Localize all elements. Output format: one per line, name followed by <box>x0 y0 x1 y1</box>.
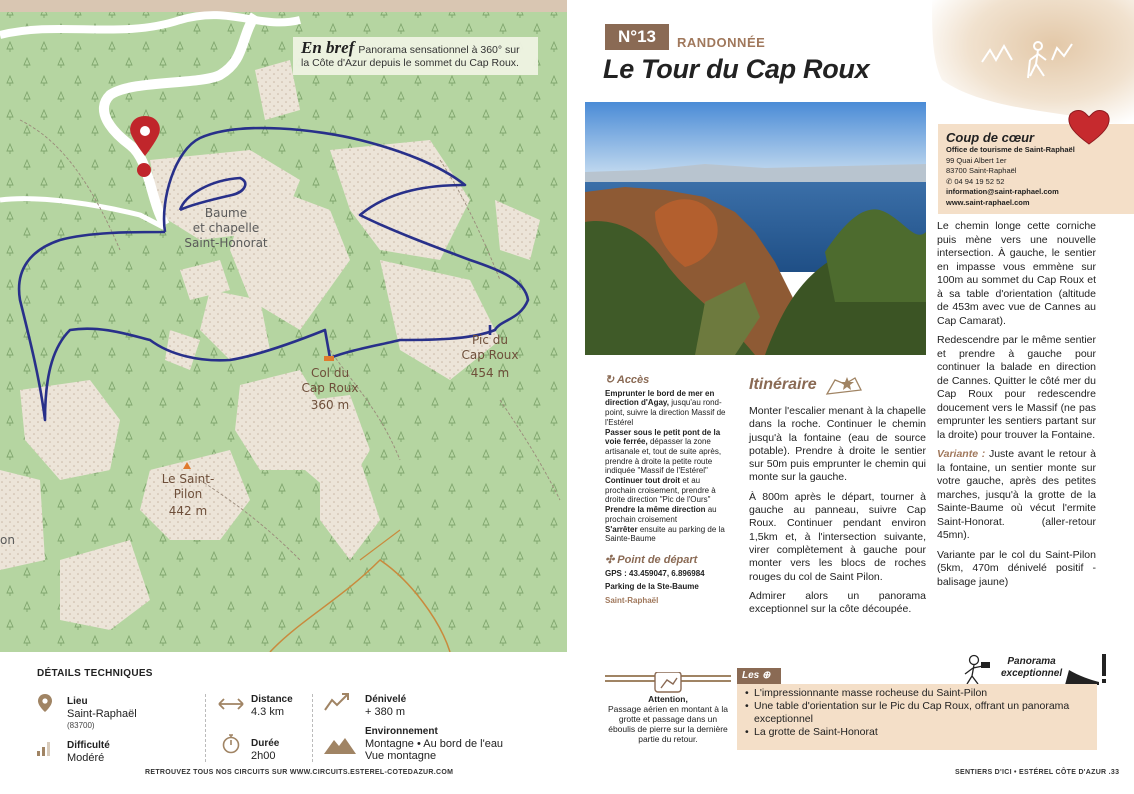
category-label: RANDONNÉE <box>677 35 766 50</box>
environnement-value2: Vue montagne <box>365 750 437 762</box>
acces-step3: et au prochain croisement, prendre à droite direction "Pic de l'Ours" <box>605 476 716 505</box>
les-plus-list <box>737 684 1097 750</box>
trail-map[interactable] <box>0 0 567 652</box>
map-canvas <box>0 0 567 652</box>
denivele-value: + 380 m <box>365 706 406 718</box>
stopwatch-icon <box>222 734 240 754</box>
distance-label: Distance <box>251 694 293 705</box>
itineraire-heading <box>749 374 863 396</box>
denivele-label: Dénivelé <box>365 694 407 705</box>
coeur-web[interactable]: www.saint-raphael.com <box>946 197 1030 207</box>
page-number: .33 <box>1108 769 1120 776</box>
acces-step4-bold: Prendre la même direction <box>605 505 706 515</box>
access-column <box>605 376 733 606</box>
warning-hiker-icon <box>605 672 731 694</box>
plus-circle-icon: ⊕ <box>762 670 771 681</box>
coeur-address1: 99 Quai Albert 1er <box>946 155 1007 165</box>
coeur-phone-row <box>946 177 1126 188</box>
distance-value: 4.3 km <box>251 706 285 718</box>
description-p3 <box>937 448 1096 543</box>
les-plus-item: • L'impressionnante masse rocheuse du Saint-Pilon <box>745 687 1089 700</box>
mountains-icon <box>324 736 356 754</box>
coeur-phone: 04 94 19 52 52 <box>954 176 1005 186</box>
acces-step3-bold: Continuer tout droit <box>605 476 681 486</box>
warning-box <box>605 694 731 744</box>
warning-title: Attention, <box>648 694 688 704</box>
environnement-value: Montagne • Au bord de l'eau <box>365 738 504 750</box>
itineraire-p2: À 800m après le départ, tourner à gauche au panneau, suivre Cap Roux. Continuer pendant environ 1,5km et, à l'intersection suivante, virer complètement à gauche pour monter vers les blocs de roches rouges du col de Saint Pilon. <box>749 490 926 583</box>
footer-website: RETROUVEZ TOUS NOS CIRCUITS SUR WWW.CIRCUITS.ESTEREL-COTEDAZUR.COM <box>145 769 454 776</box>
label-col-name: Col du Cap Roux <box>301 366 359 395</box>
tech-duree <box>251 738 279 762</box>
tech-denivele <box>365 694 406 718</box>
depart-heading <box>605 553 733 566</box>
pilon-peak-icon <box>183 462 191 469</box>
itineraire-p3: Admirer alors un panorama exceptionnel sur la côte découpée. <box>749 589 926 616</box>
variante-text: Juste avant le retour à la fontaine, un sentier monte sur votre gauche, après des petites marches, jusqu'à la grotte de la Sainte-Baume où vécut l'ermite Saint-Honorat. (aller-retour 45mn). <box>937 448 1096 541</box>
acces-step5-bold: S'arrêter <box>605 524 638 534</box>
coeur-email[interactable]: information@saint-raphael.com <box>946 187 1059 196</box>
tech-title: DÉTAILS TECHNIQUES <box>37 668 153 679</box>
acces-step2: dépasser la zone artisanale et, tout de suite après, prendre à droite la petite route indiquée "Massif de l'Estérel" <box>605 437 722 476</box>
divider <box>205 694 206 762</box>
lieu-sub: (83700) <box>67 721 95 730</box>
duree-value: 2h00 <box>251 750 276 762</box>
label-pic-alt: 454 m <box>470 366 510 380</box>
coeur-org: Office de tourisme de Saint-Raphaël <box>946 145 1075 154</box>
compass-icon: ✣ <box>605 553 618 566</box>
right-page <box>567 0 1134 794</box>
acces-step1-bold: Emprunter le bord de mer en direction d'Agay, <box>605 388 715 408</box>
acces-step2-bold: Passer sous le petit pont de la voie ferrée, <box>605 427 721 447</box>
en-bref-tag: En bref <box>301 38 355 57</box>
label-pilon-name: Le Saint- Pilon <box>161 472 215 501</box>
label-baume: Baume et chapelle Saint-Honorat <box>184 206 268 250</box>
depart-parking: Parking de la Ste-Baume <box>605 582 699 592</box>
landscape-photo <box>585 102 926 355</box>
tech-environnement <box>365 726 503 762</box>
footer-magazine-text: SENTIERS D'ICI • ESTÉREL CÔTE D'AZUR <box>955 769 1107 776</box>
tech-difficulte <box>67 740 110 764</box>
heart-icon <box>1067 108 1111 146</box>
variante-label: Variante : <box>937 448 986 460</box>
panorama-label: Panorama exceptionnel <box>1001 656 1063 679</box>
lieu-value: Saint-Raphaël <box>67 708 137 720</box>
difficulte-value: Modéré <box>67 752 105 764</box>
difficulty-bars-icon <box>37 742 53 756</box>
description-p2: Redescendre par le même sentier et prendre à gauche pour continuer la balade en direction de Cannes. Quitter le côté mer du Cap Roux pour redescendre doucement vers le Massif (ne pas emprunter les sentiers partant sur la droite) pour trouver la Fontaine. <box>937 334 1096 441</box>
label-pic-name: Pic du Cap Roux <box>461 333 519 362</box>
acces-step1: jusqu'au rond-point, suivre la direction Massif de l'Estérel <box>605 398 726 427</box>
description-column <box>937 220 1096 595</box>
environnement-label: Environnement <box>365 726 438 737</box>
coeur-address2: 83700 Saint-Raphaël <box>946 166 1017 175</box>
duree-label: Durée <box>251 738 280 749</box>
depart-city: Saint-Raphaël <box>605 596 659 606</box>
tech-distance <box>251 694 293 718</box>
acces-heading <box>605 376 733 386</box>
itineraire-text <box>749 405 926 622</box>
access-icon: ↻ <box>605 374 617 386</box>
les-plus-item: • Une table d'orientation sur le Pic du Cap Roux, offrant un panorama exceptionnel <box>745 700 1089 726</box>
map-icon <box>825 374 863 396</box>
itineraire-title: Itinéraire <box>749 376 817 394</box>
description-p4: Variante par le col du Saint-Pilon (5km, 470m dénivelé positif - balisage jaune) <box>937 548 1096 588</box>
difficulte-label: Difficulté <box>67 740 110 751</box>
description-p1: Le chemin longe cette corniche puis mène vers une nouvelle intersection. À gauche, le sentier en impasse vous emmène sur 100m au sommet du Cap Roux et à sa table d'orientation (altitude de 453m avec vue de Cannes au Cap Camarat). <box>937 220 1096 327</box>
les-plus-label: Les <box>742 670 760 681</box>
les-plus-item: • La grotte de Saint-Honorat <box>745 726 1089 739</box>
depart-title: Point de départ <box>617 553 698 566</box>
en-bref-box <box>293 37 538 75</box>
label-col-alt: 360 m <box>310 398 350 412</box>
divider <box>312 694 313 762</box>
label-edge: on <box>0 533 15 547</box>
les-plus-badge <box>737 668 781 684</box>
route-number-badge: N°13 <box>605 24 669 50</box>
lieu-label: Lieu <box>67 696 88 707</box>
acces-step4: au prochain croisement <box>605 505 717 524</box>
itineraire-p1: Monter l'escalier menant à la chapelle dans la roche. Continuer le chemin jusqu'à la fontaine (eau de source potable). Prendre à droite le sentier sur 50m puis emprunter le chemin qui monte sur la gauche. <box>749 405 926 484</box>
footer-magazine <box>955 769 1119 776</box>
distance-arrows-icon <box>218 698 244 710</box>
depart-gps: GPS : 43.459047, 6.896984 <box>605 568 705 578</box>
en-bref-text: Panorama sensationnel à 360° sur la Côte d'Azur depuis le sommet du Cap Roux. <box>301 44 520 69</box>
acces-title: Accès <box>616 374 650 386</box>
acces-step5: ensuite au parking de la Sainte-Baume <box>605 524 725 544</box>
warning-text: Passage aérien en montant à la grotte et passage dans un éboulis de pierre sur la dernière partie du retour. <box>607 704 729 744</box>
tech-lieu <box>67 696 137 732</box>
page-title: Le Tour du Cap Roux <box>603 54 870 84</box>
location-pin-icon <box>38 694 52 712</box>
label-pilon-alt: 442 m <box>168 504 208 518</box>
elevation-zigzag-icon <box>324 692 350 712</box>
coeur-title: Coup de cœur <box>946 130 1035 145</box>
phone-icon: ✆ <box>946 176 955 186</box>
